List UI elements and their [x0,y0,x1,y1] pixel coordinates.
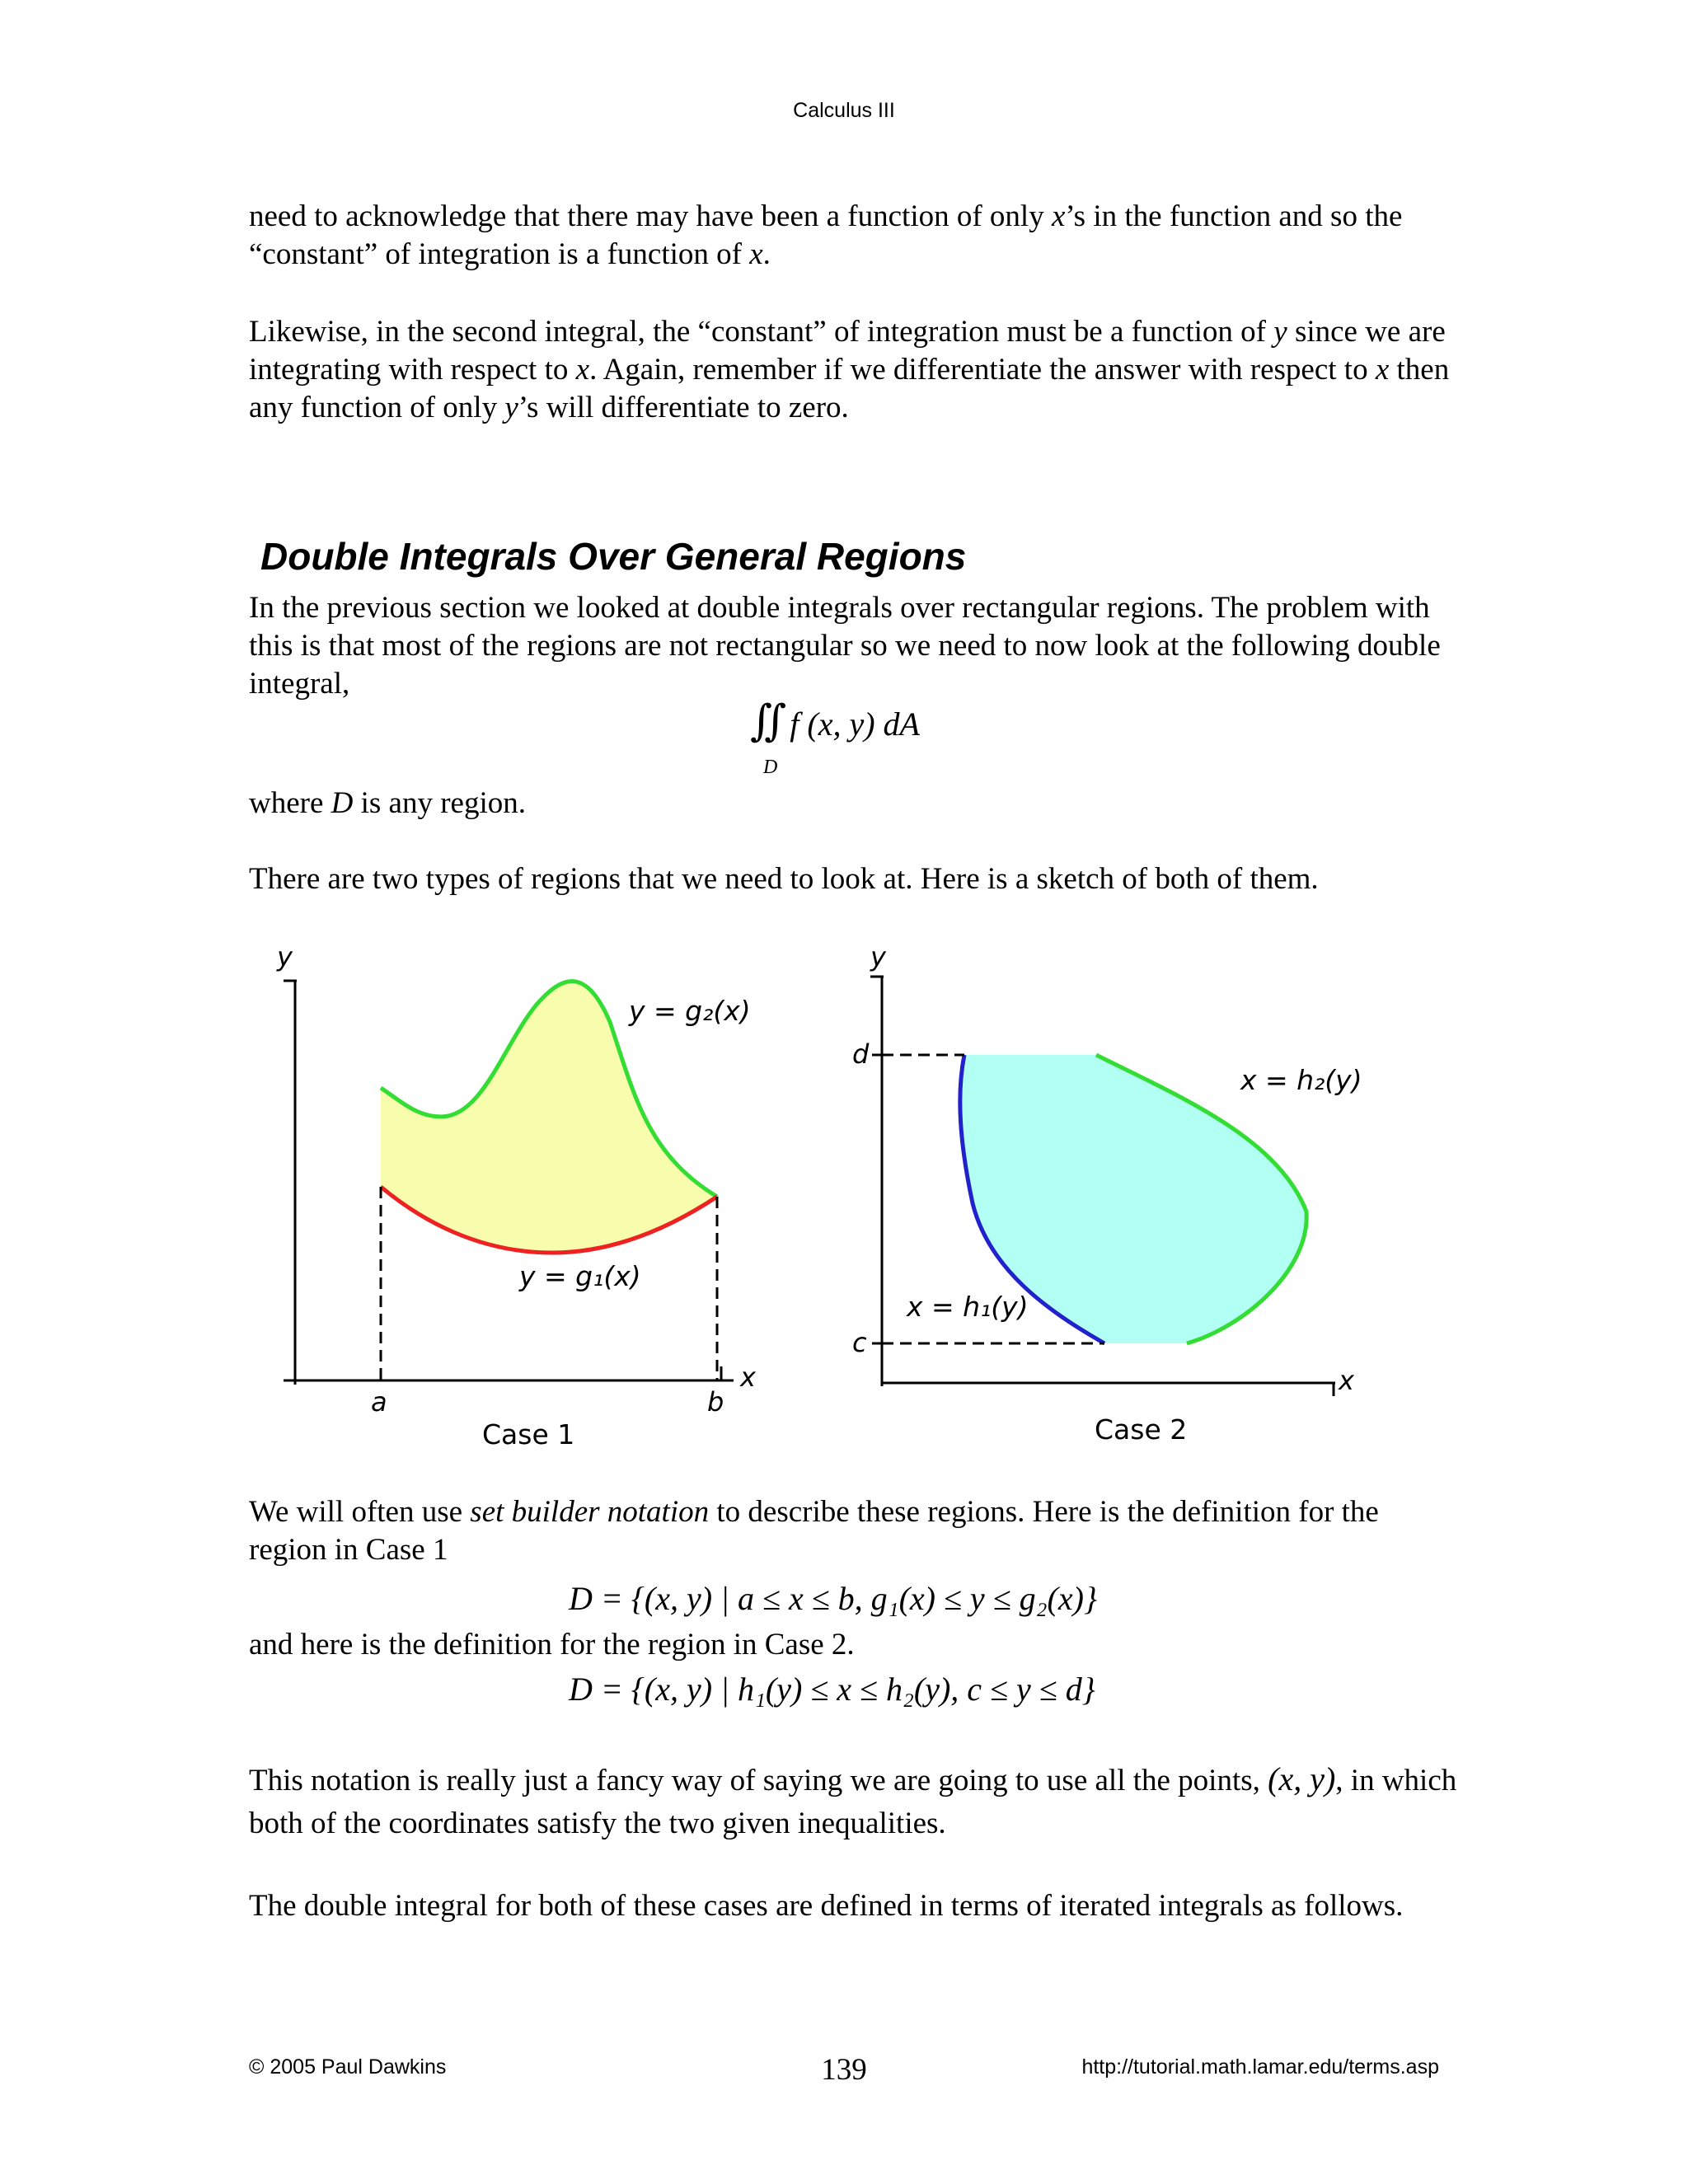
case2-caption: Case 2 [1095,1413,1188,1446]
case1-figure [272,931,799,1459]
set-builder-paragraph [249,1493,1461,1569]
case2-figure [849,931,1393,1459]
case1-upper-label: y = g₂(x) [629,995,751,1027]
closing-paragraph: The double integral for both of these cases are defined in terms of iterated integrals as follows. [249,1889,1404,1923]
text-run: ’s in the function and so the “constant” of integration is a function of [249,199,1403,271]
emphasis: set builder notation [470,1495,710,1529]
integrand: f (x, y) dA [790,705,920,743]
text-run: then any function of only [249,353,1450,424]
case2-left-label: x = h₁(y) [907,1291,1029,1323]
math-var: x [1375,353,1390,387]
case1-caption: Case 1 [482,1418,575,1451]
math-var: y [504,391,518,424]
case2-intro-line: and here is the definition for the region in Case 2. [249,1628,855,1661]
section-paragraph-1: In the previous section we looked at double integrals over rectangular regions. The problem with this is that most of the regions are not rectangular so we need to now look at the following double integral, [249,591,1441,701]
section-heading: Double Integrals Over General Regions [260,535,967,578]
running-header: Calculus III [793,99,895,122]
double-integral-sign: ∬ [750,698,787,745]
notation-paragraph [249,1758,1461,1845]
case2-tick-c: c [852,1327,867,1358]
footer-copyright: © 2005 Paul Dawkins [249,2055,447,2079]
text-run: where [249,786,331,820]
footer-url: http://tutorial.math.lamar.edu/terms.asp [1081,2055,1439,2079]
text-run: Likewise, in the second integral, the “constant” of integration must be a function of [249,315,1274,349]
math-var: D [331,786,354,820]
where-line [249,785,1461,823]
math-var: x [749,237,763,271]
text-run: We will often use [249,1495,471,1529]
text-run: to describe these regions. Here is the definition for the region in Case 1 [249,1495,1379,1567]
equation-case2: D = {(x, y) | h₁(y) ≤ x ≤ h₂(y), c ≤ y ≤ d} [569,1671,1095,1708]
case1-y-label: y [277,941,293,972]
math-var: x [575,353,590,387]
section-paragraph-2: There are two types of regions that we need to look at. Here is a sketch of both of them. [249,862,1319,896]
text-run: . Again, remember if we differentiate the answer with respect to [589,353,1376,387]
text-run: , in which both of the coordinates satisfy the two given inequalities. [249,1764,1457,1840]
case1-x-label: x [740,1361,756,1393]
text-run: need to acknowledge that there may have been a function of only [249,199,1052,233]
text-run: ’s will differentiate to zero. [518,391,849,424]
text-run: is any region. [353,786,526,820]
text-run: This notation is really just a fancy way of saying we are going to use all the points, [249,1764,1268,1797]
text-run: . [762,237,771,271]
case2-right-label: x = h₂(y) [1240,1064,1362,1096]
intro-paragraph-2 [249,313,1461,427]
case1-tick-b: b [707,1386,724,1418]
intro-paragraph-1 [249,198,1461,274]
math-var: x [1051,199,1066,233]
case2-y-label: y [870,941,886,972]
page-number: 139 [821,2053,867,2087]
case1-tick-a: a [371,1386,387,1418]
case1-lower-label: y = g₁(x) [519,1260,641,1292]
case2-tick-d: d [852,1038,870,1070]
text-run: since we are integrating with respect to [249,315,1446,387]
integral-display [750,696,920,746]
math-var: y [1273,315,1287,349]
integral-region: D [763,757,778,778]
math-point: (x, y) [1268,1760,1336,1797]
equation-case1: D = {(x, y) | a ≤ x ≤ b, g₁(x) ≤ y ≤ g₂(x)} [569,1580,1097,1617]
case2-x-label: x [1339,1365,1354,1396]
